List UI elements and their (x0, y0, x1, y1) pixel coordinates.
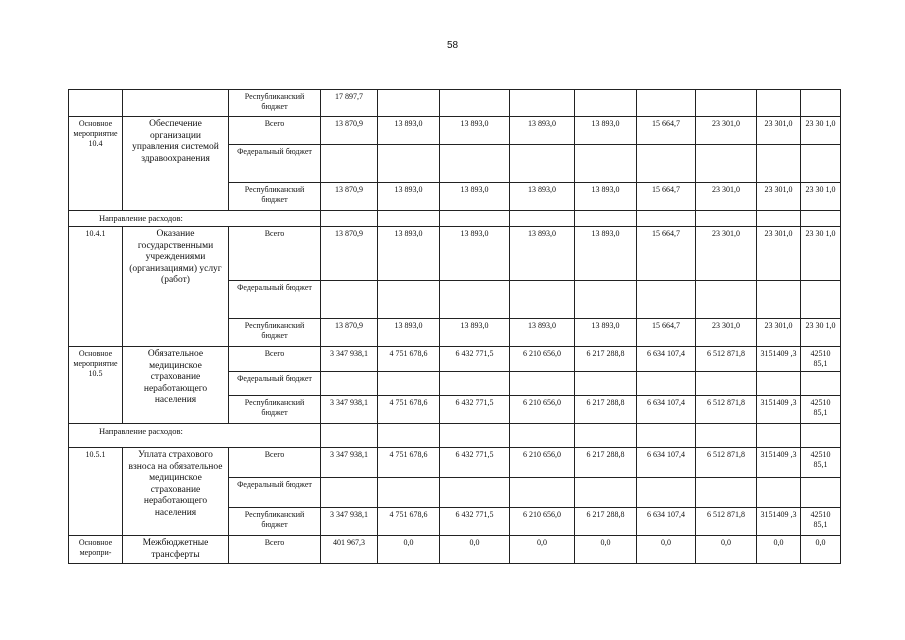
value-cell: 42510 85,1 (801, 448, 841, 478)
value-cell: 3 347 938,1 (321, 448, 378, 478)
table-cell (696, 90, 757, 117)
value-cell: 0,0 (510, 536, 575, 564)
value-cell: 13 893,0 (440, 227, 510, 281)
value-cell: 401 967,3 (321, 536, 378, 564)
value-cell: 4 751 678,6 (378, 508, 440, 536)
value-cell: 0,0 (801, 536, 841, 564)
value-cell: 13 893,0 (378, 183, 440, 211)
value-cell: 15 664,7 (637, 183, 696, 211)
value-cell: 15 664,7 (637, 117, 696, 145)
value-cell: 17 897,7 (321, 90, 378, 117)
table-cell (575, 90, 637, 117)
table-row (69, 227, 841, 281)
table-row (69, 211, 841, 227)
value-cell: 13 893,0 (440, 319, 510, 347)
value-cell: 6 217 288,8 (575, 396, 637, 424)
source-cell: Федеральный бюджет (229, 372, 321, 396)
table-cell (637, 211, 696, 227)
code-cell: Основное мероприятие 10.5 (69, 347, 123, 424)
code-cell: 10.5.1 (69, 448, 123, 536)
table-cell (696, 211, 757, 227)
table-cell (637, 145, 696, 183)
table-cell (510, 372, 575, 396)
table-cell (696, 424, 757, 448)
table-cell (757, 145, 801, 183)
direction-label: Направление расходов: (69, 424, 321, 448)
table-cell (637, 372, 696, 396)
value-cell: 0,0 (378, 536, 440, 564)
table-cell (696, 372, 757, 396)
source-cell: Республиканский бюджет (229, 396, 321, 424)
table-cell (440, 145, 510, 183)
table-cell (801, 281, 841, 319)
table-cell (378, 211, 440, 227)
table-cell (801, 90, 841, 117)
value-cell: 6 634 107,4 (637, 448, 696, 478)
source-cell: Республиканский бюджет (229, 90, 321, 117)
value-cell: 13 870,9 (321, 117, 378, 145)
table-cell (757, 90, 801, 117)
table-cell (321, 281, 378, 319)
table-cell (123, 90, 229, 117)
value-cell: 13 893,0 (510, 183, 575, 211)
table-cell (510, 281, 575, 319)
value-cell: 23 301,0 (696, 117, 757, 145)
value-cell: 23 301,0 (757, 319, 801, 347)
table-cell (757, 372, 801, 396)
source-cell: Всего (229, 117, 321, 145)
table-cell (801, 424, 841, 448)
table-cell (696, 478, 757, 508)
table-cell (321, 211, 378, 227)
table-cell (801, 478, 841, 508)
table-cell (757, 424, 801, 448)
value-cell: 3 347 938,1 (321, 396, 378, 424)
value-cell: 13 893,0 (510, 227, 575, 281)
table-cell (378, 145, 440, 183)
table-cell (510, 211, 575, 227)
table-cell (440, 424, 510, 448)
source-cell: Республиканский бюджет (229, 183, 321, 211)
table-cell (440, 372, 510, 396)
value-cell: 6 512 871,8 (696, 396, 757, 424)
source-cell: Всего (229, 536, 321, 564)
table-cell (378, 372, 440, 396)
code-cell: Основное меропри- (69, 536, 123, 564)
name-cell: Обеспечение организации управления системой здравоохранения (123, 117, 229, 211)
table-cell (510, 424, 575, 448)
value-cell: 15 664,7 (637, 227, 696, 281)
value-cell: 15 664,7 (637, 319, 696, 347)
value-cell: 6 210 656,0 (510, 396, 575, 424)
table-cell (575, 281, 637, 319)
code-cell: 10.4.1 (69, 227, 123, 347)
table-cell (757, 211, 801, 227)
table-cell (575, 372, 637, 396)
value-cell: 6 210 656,0 (510, 347, 575, 372)
table-cell (575, 478, 637, 508)
value-cell: 13 893,0 (378, 117, 440, 145)
value-cell: 4 751 678,6 (378, 347, 440, 372)
source-cell: Федеральный бюджет (229, 281, 321, 319)
value-cell: 6 217 288,8 (575, 508, 637, 536)
code-cell: Основное мероприятие 10.4 (69, 117, 123, 211)
table-cell (637, 424, 696, 448)
table-cell (757, 281, 801, 319)
table-cell (378, 281, 440, 319)
table-cell (510, 90, 575, 117)
table-cell (575, 211, 637, 227)
value-cell: 42510 85,1 (801, 508, 841, 536)
value-cell: 23 301,0 (757, 227, 801, 281)
source-cell: Федеральный бюджет (229, 478, 321, 508)
table-row (69, 347, 841, 372)
table-cell (378, 90, 440, 117)
value-cell: 6 634 107,4 (637, 508, 696, 536)
value-cell: 6 512 871,8 (696, 508, 757, 536)
value-cell: 3151409 ,3 (757, 396, 801, 424)
table-cell (440, 211, 510, 227)
value-cell: 6 217 288,8 (575, 347, 637, 372)
table-cell (440, 478, 510, 508)
value-cell: 13 893,0 (575, 319, 637, 347)
table-cell (321, 145, 378, 183)
value-cell: 3151409 ,3 (757, 347, 801, 372)
value-cell: 23 301,0 (696, 227, 757, 281)
value-cell: 13 893,0 (575, 183, 637, 211)
value-cell: 13 870,9 (321, 319, 378, 347)
value-cell: 6 210 656,0 (510, 508, 575, 536)
value-cell: 6 432 771,5 (440, 347, 510, 372)
value-cell: 4 751 678,6 (378, 448, 440, 478)
table-cell (321, 424, 378, 448)
value-cell: 23 30 1,0 (801, 319, 841, 347)
value-cell: 13 893,0 (378, 319, 440, 347)
value-cell: 6 634 107,4 (637, 396, 696, 424)
value-cell: 6 217 288,8 (575, 448, 637, 478)
value-cell: 3151409 ,3 (757, 448, 801, 478)
value-cell: 0,0 (757, 536, 801, 564)
value-cell: 6 512 871,8 (696, 347, 757, 372)
source-cell: Республиканский бюджет (229, 508, 321, 536)
table-cell (321, 372, 378, 396)
value-cell: 23 301,0 (757, 117, 801, 145)
value-cell: 6 432 771,5 (440, 396, 510, 424)
source-cell: Всего (229, 347, 321, 372)
table-cell (440, 281, 510, 319)
value-cell: 3 347 938,1 (321, 508, 378, 536)
value-cell: 23 30 1,0 (801, 183, 841, 211)
value-cell: 23 30 1,0 (801, 117, 841, 145)
name-cell: Оказание государственными учреждениями (организациями) услуг (работ) (123, 227, 229, 347)
value-cell: 13 893,0 (575, 227, 637, 281)
table-cell (637, 281, 696, 319)
name-cell: Межбюджетные трансферты (123, 536, 229, 564)
value-cell: 0,0 (696, 536, 757, 564)
source-cell: Федеральный бюджет (229, 145, 321, 183)
table-row (69, 424, 841, 448)
value-cell: 3151409 ,3 (757, 508, 801, 536)
value-cell: 13 893,0 (510, 117, 575, 145)
value-cell: 0,0 (575, 536, 637, 564)
table-cell (510, 478, 575, 508)
value-cell: 6 512 871,8 (696, 448, 757, 478)
table-cell (575, 424, 637, 448)
table-row (69, 117, 841, 145)
value-cell: 13 893,0 (440, 183, 510, 211)
value-cell: 13 870,9 (321, 227, 378, 281)
value-cell: 23 30 1,0 (801, 227, 841, 281)
source-cell: Всего (229, 448, 321, 478)
value-cell: 6 210 656,0 (510, 448, 575, 478)
value-cell: 42510 85,1 (801, 396, 841, 424)
value-cell: 0,0 (440, 536, 510, 564)
table-cell (575, 145, 637, 183)
table-cell (321, 478, 378, 508)
value-cell: 13 870,9 (321, 183, 378, 211)
table-cell (801, 211, 841, 227)
direction-label: Направление расходов: (69, 211, 321, 227)
table-cell (696, 281, 757, 319)
table-cell (757, 478, 801, 508)
name-cell: Обязательное медицинское страхование неработающего населения (123, 347, 229, 424)
name-cell: Уплата страхового взноса на обязательное медицинское страхование неработающего населения (123, 448, 229, 536)
value-cell: 6 432 771,5 (440, 448, 510, 478)
value-cell: 23 301,0 (696, 319, 757, 347)
value-cell: 23 301,0 (696, 183, 757, 211)
table-row (69, 448, 841, 478)
value-cell: 0,0 (637, 536, 696, 564)
table-cell (510, 145, 575, 183)
value-cell: 13 893,0 (378, 227, 440, 281)
table-cell (378, 478, 440, 508)
table-cell (696, 145, 757, 183)
page-number: 58 (446, 40, 459, 51)
table-cell (69, 90, 123, 117)
table-cell (801, 372, 841, 396)
table-cell (378, 424, 440, 448)
source-cell: Республиканский бюджет (229, 319, 321, 347)
value-cell: 42510 85,1 (801, 347, 841, 372)
table-cell (440, 90, 510, 117)
value-cell: 13 893,0 (575, 117, 637, 145)
source-cell: Всего (229, 227, 321, 281)
value-cell: 23 301,0 (757, 183, 801, 211)
value-cell: 6 634 107,4 (637, 347, 696, 372)
table-cell (637, 478, 696, 508)
value-cell: 13 893,0 (440, 117, 510, 145)
table-cell (801, 145, 841, 183)
value-cell: 6 432 771,5 (440, 508, 510, 536)
value-cell: 3 347 938,1 (321, 347, 378, 372)
value-cell: 4 751 678,6 (378, 396, 440, 424)
value-cell: 13 893,0 (510, 319, 575, 347)
budget-table (68, 89, 841, 564)
table-row (69, 536, 841, 564)
table-row (69, 90, 841, 117)
table-cell (637, 90, 696, 117)
